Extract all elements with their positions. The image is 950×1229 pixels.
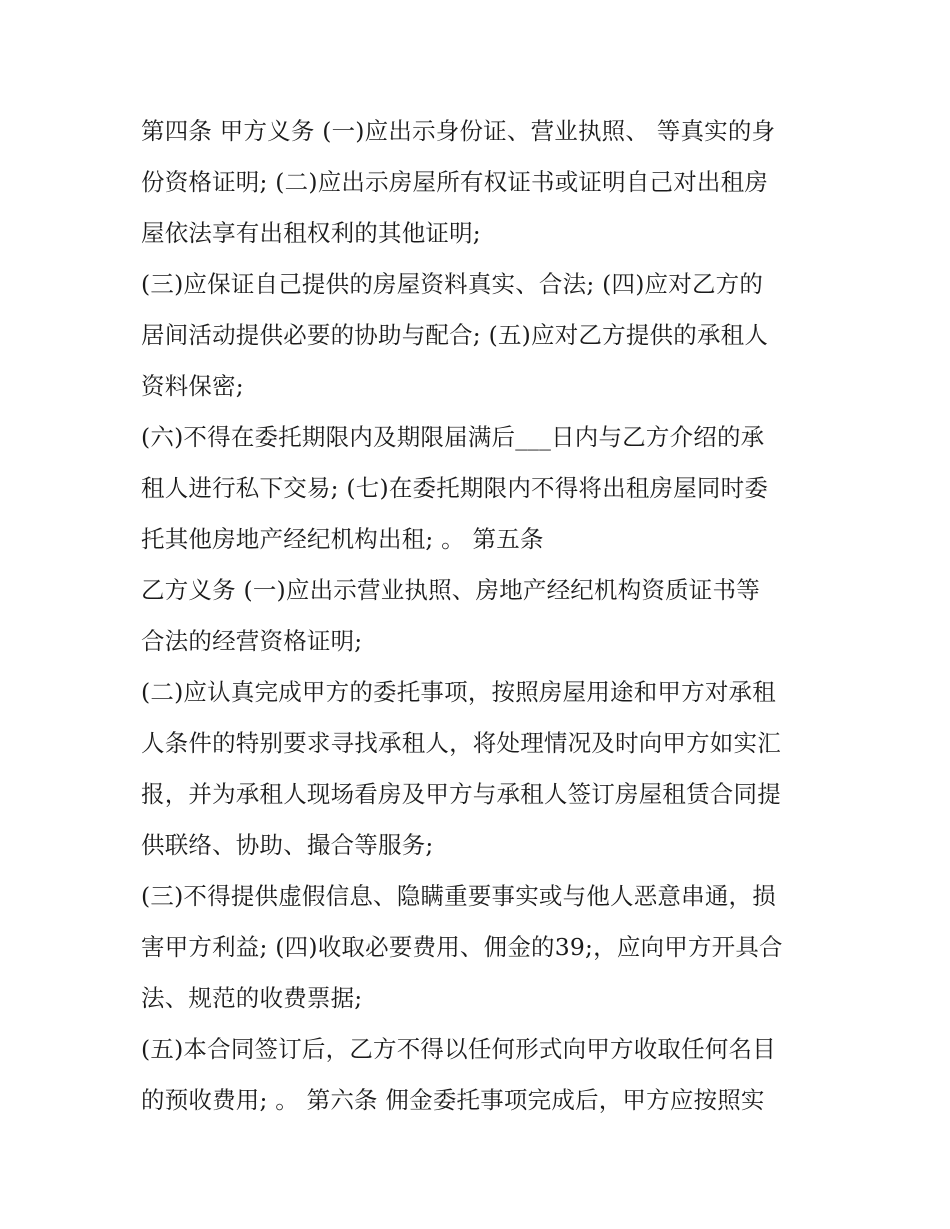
text-line: 居间活动提供必要的协助与配合; (五)应对乙方提供的承租人 xyxy=(141,321,769,349)
text-line: (五)本合同签订后，乙方不得以任何形式向甲方收取任何名目 xyxy=(141,1035,776,1063)
text-line: 托其他房地产经纪机构出租; 。 第五条 xyxy=(141,525,544,553)
text-line: (三)应保证自己提供的房屋资料真实、合法; (四)应对乙方的 xyxy=(141,270,764,298)
text-line: 法、规范的收费票据; xyxy=(141,984,363,1012)
text-line: 第四条 甲方义务 (一)应出示身份证、营业执照、 等真实的身 xyxy=(141,117,776,145)
text-line: 屋依法享有出租权利的其他证明; xyxy=(141,219,481,247)
text-line: 份资格证明; (二)应出示房屋所有权证书或证明自己对出租房 xyxy=(141,168,769,196)
text-line: 害甲方利益; (四)收取必要费用、佣金的39;，应向甲方开具合 xyxy=(141,933,783,961)
text-line: 乙方义务 (一)应出示营业执照、房地产经纪机构资质证书等 xyxy=(141,576,760,604)
document-body xyxy=(141,106,841,1126)
text-line: 报，并为承租人现场看房及甲方与承租人签订房屋租赁合同提 xyxy=(141,780,781,808)
text-line: 资料保密; xyxy=(141,372,244,400)
text-line: (三)不得提供虚假信息、隐瞒重要事实或与他人恶意串通，损 xyxy=(141,882,776,910)
text-line: 租人进行私下交易; (七)在委托期限内不得将出租房屋同时委 xyxy=(141,474,769,502)
text-line: (六)不得在委托期限内及期限届满后___日内与乙方介绍的承 xyxy=(141,423,765,451)
text-line: 的预收费用; 。 第六条 佣金委托事项完成后，甲方应按照实 xyxy=(141,1086,765,1114)
text-line: 供联络、协助、撮合等服务; xyxy=(141,831,434,859)
text-line: 人条件的特别要求寻找承租人，将处理情况及时向甲方如实汇 xyxy=(141,729,781,757)
text-line: (二)应认真完成甲方的委托事项，按照房屋用途和甲方对承租 xyxy=(141,678,776,706)
text-line: 合法的经营资格证明; xyxy=(141,627,363,655)
